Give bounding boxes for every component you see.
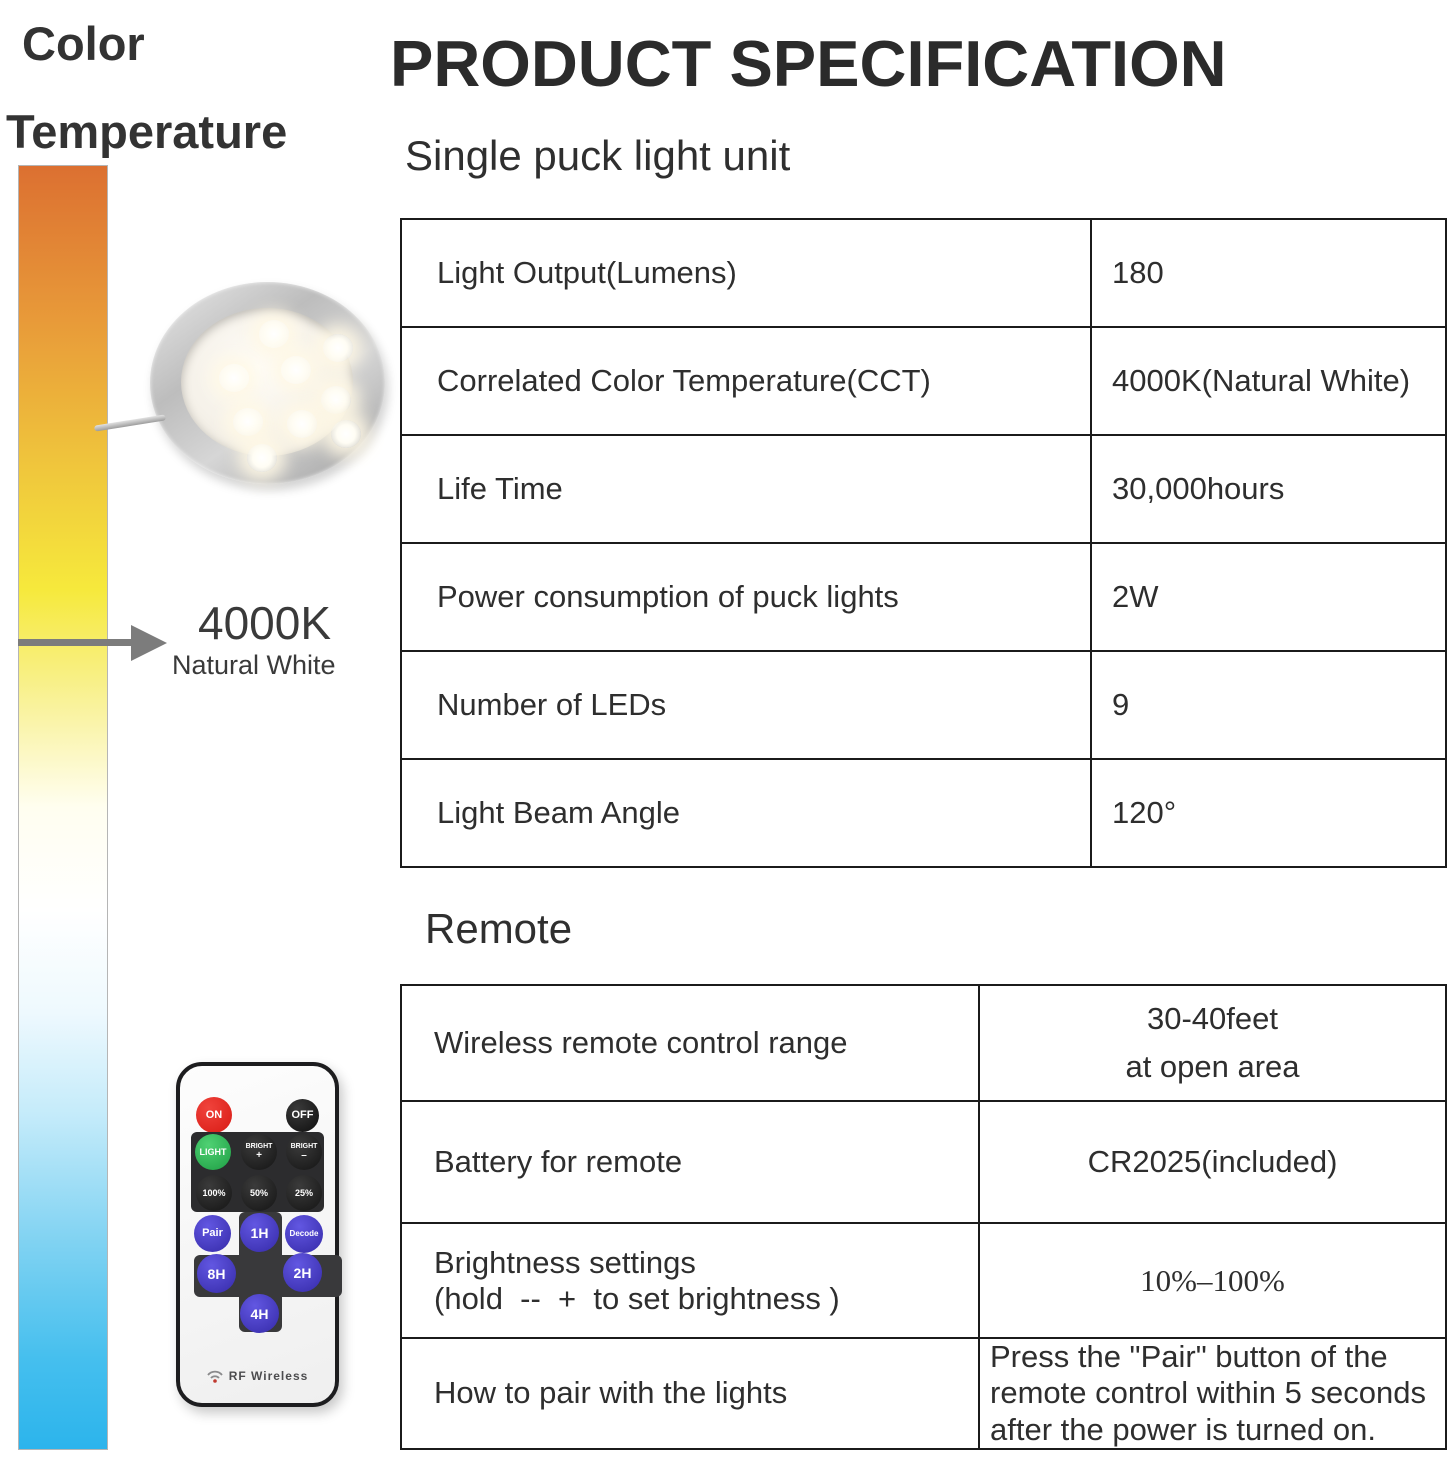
remote-bright-minus-button bbox=[286, 1134, 322, 1170]
led-dot bbox=[281, 356, 311, 384]
color-temperature-heading bbox=[6, 0, 287, 176]
remote-decode-button: Decode bbox=[285, 1215, 323, 1253]
rf-wireless-icon bbox=[207, 1370, 223, 1383]
spec-value: 2W bbox=[1091, 543, 1446, 651]
remote-spec-table bbox=[400, 984, 1447, 1450]
spec-label: Battery for remote bbox=[401, 1101, 979, 1223]
marker-arrow-icon bbox=[131, 625, 167, 661]
heading-line-temperature: Temperature bbox=[6, 105, 288, 158]
puck-light-image bbox=[150, 282, 385, 484]
led-dot bbox=[323, 334, 353, 362]
spec-label: Wireless remote control range bbox=[401, 985, 979, 1101]
led-dot bbox=[233, 408, 263, 436]
spec-label bbox=[401, 1223, 979, 1338]
spec-value: 9 bbox=[1091, 651, 1446, 759]
led-dot bbox=[287, 410, 317, 438]
led-dot bbox=[331, 420, 361, 448]
puck-light-lens bbox=[181, 308, 353, 456]
spec-value: 4000K(Natural White) bbox=[1091, 327, 1446, 435]
spec-value-line: 30-40feet bbox=[1147, 1000, 1278, 1036]
marker-arrow-line bbox=[18, 639, 138, 646]
bright-minus-label: BRIGHT bbox=[290, 1143, 318, 1150]
spec-value: Press the "Pair" button of the remote control within 5 seconds after the power is turned on. bbox=[979, 1338, 1446, 1449]
remote-bright-plus-button bbox=[241, 1134, 277, 1170]
spec-value: CR2025(included) bbox=[979, 1101, 1446, 1223]
section-heading-remote: Remote bbox=[425, 905, 573, 952]
remote-on-button: ON bbox=[196, 1097, 232, 1133]
table-row bbox=[401, 651, 1446, 759]
section-heading-single-puck: Single puck light unit bbox=[405, 132, 791, 179]
spec-label: How to pair with the lights bbox=[401, 1338, 979, 1449]
page-title: PRODUCT SPECIFICATION bbox=[390, 27, 1227, 100]
remote-off-button: OFF bbox=[286, 1099, 319, 1132]
remote-control-image bbox=[176, 1062, 339, 1407]
spec-value: 10%–100% bbox=[979, 1223, 1446, 1338]
remote-brand-text: RF Wireless bbox=[228, 1369, 309, 1383]
marker-sublabel: Natural White bbox=[172, 650, 336, 680]
table-row bbox=[401, 985, 1446, 1101]
remote-25-percent-button: 25% bbox=[286, 1175, 322, 1211]
spec-value: 180 bbox=[1091, 219, 1446, 327]
bright-minus-sign: – bbox=[301, 1150, 307, 1161]
spec-label-line: (hold -- + to set brightness ) bbox=[434, 1280, 840, 1316]
single-puck-spec-table bbox=[400, 218, 1447, 868]
spec-label: Life Time bbox=[401, 435, 1091, 543]
remote-brand bbox=[180, 1369, 335, 1383]
spec-label: Power consumption of puck lights bbox=[401, 543, 1091, 651]
bright-plus-sign: + bbox=[256, 1150, 262, 1161]
spec-label: Correlated Color Temperature(CCT) bbox=[401, 327, 1091, 435]
spec-label: Number of LEDs bbox=[401, 651, 1091, 759]
remote-100-percent-button: 100% bbox=[196, 1175, 232, 1211]
remote-8h-button: 8H bbox=[197, 1254, 236, 1293]
spec-value: 120° bbox=[1091, 759, 1446, 867]
remote-pair-button: Pair bbox=[194, 1215, 231, 1252]
led-dot bbox=[247, 444, 277, 472]
led-dot bbox=[321, 386, 351, 414]
remote-50-percent-button: 50% bbox=[241, 1175, 277, 1211]
table-row bbox=[401, 1338, 1446, 1449]
table-row bbox=[401, 759, 1446, 867]
table-row bbox=[401, 219, 1446, 327]
spec-label: Light Output(Lumens) bbox=[401, 219, 1091, 327]
table-row bbox=[401, 1223, 1446, 1338]
table-row bbox=[401, 435, 1446, 543]
color-temperature-bar bbox=[18, 165, 108, 1450]
led-dot bbox=[259, 320, 289, 348]
table-row bbox=[401, 543, 1446, 651]
table-row bbox=[401, 1101, 1446, 1223]
remote-4h-button: 4H bbox=[240, 1294, 279, 1333]
remote-brightness-panel bbox=[191, 1132, 324, 1212]
spec-label: Light Beam Angle bbox=[401, 759, 1091, 867]
spec-value: 30,000hours bbox=[1091, 435, 1446, 543]
led-dot bbox=[219, 364, 249, 392]
spec-value-line: at open area bbox=[1125, 1049, 1300, 1084]
heading-line-color: Color bbox=[22, 17, 145, 70]
table-row bbox=[401, 327, 1446, 435]
bright-plus-label: BRIGHT bbox=[245, 1143, 273, 1150]
remote-light-button: LIGHT bbox=[195, 1134, 231, 1170]
marker-kelvin-label: 4000K bbox=[198, 597, 332, 649]
spec-value bbox=[979, 985, 1446, 1101]
remote-1h-button: 1H bbox=[240, 1213, 279, 1252]
remote-2h-button: 2H bbox=[283, 1253, 322, 1292]
spec-label-line: Brightness settings bbox=[434, 1244, 696, 1280]
